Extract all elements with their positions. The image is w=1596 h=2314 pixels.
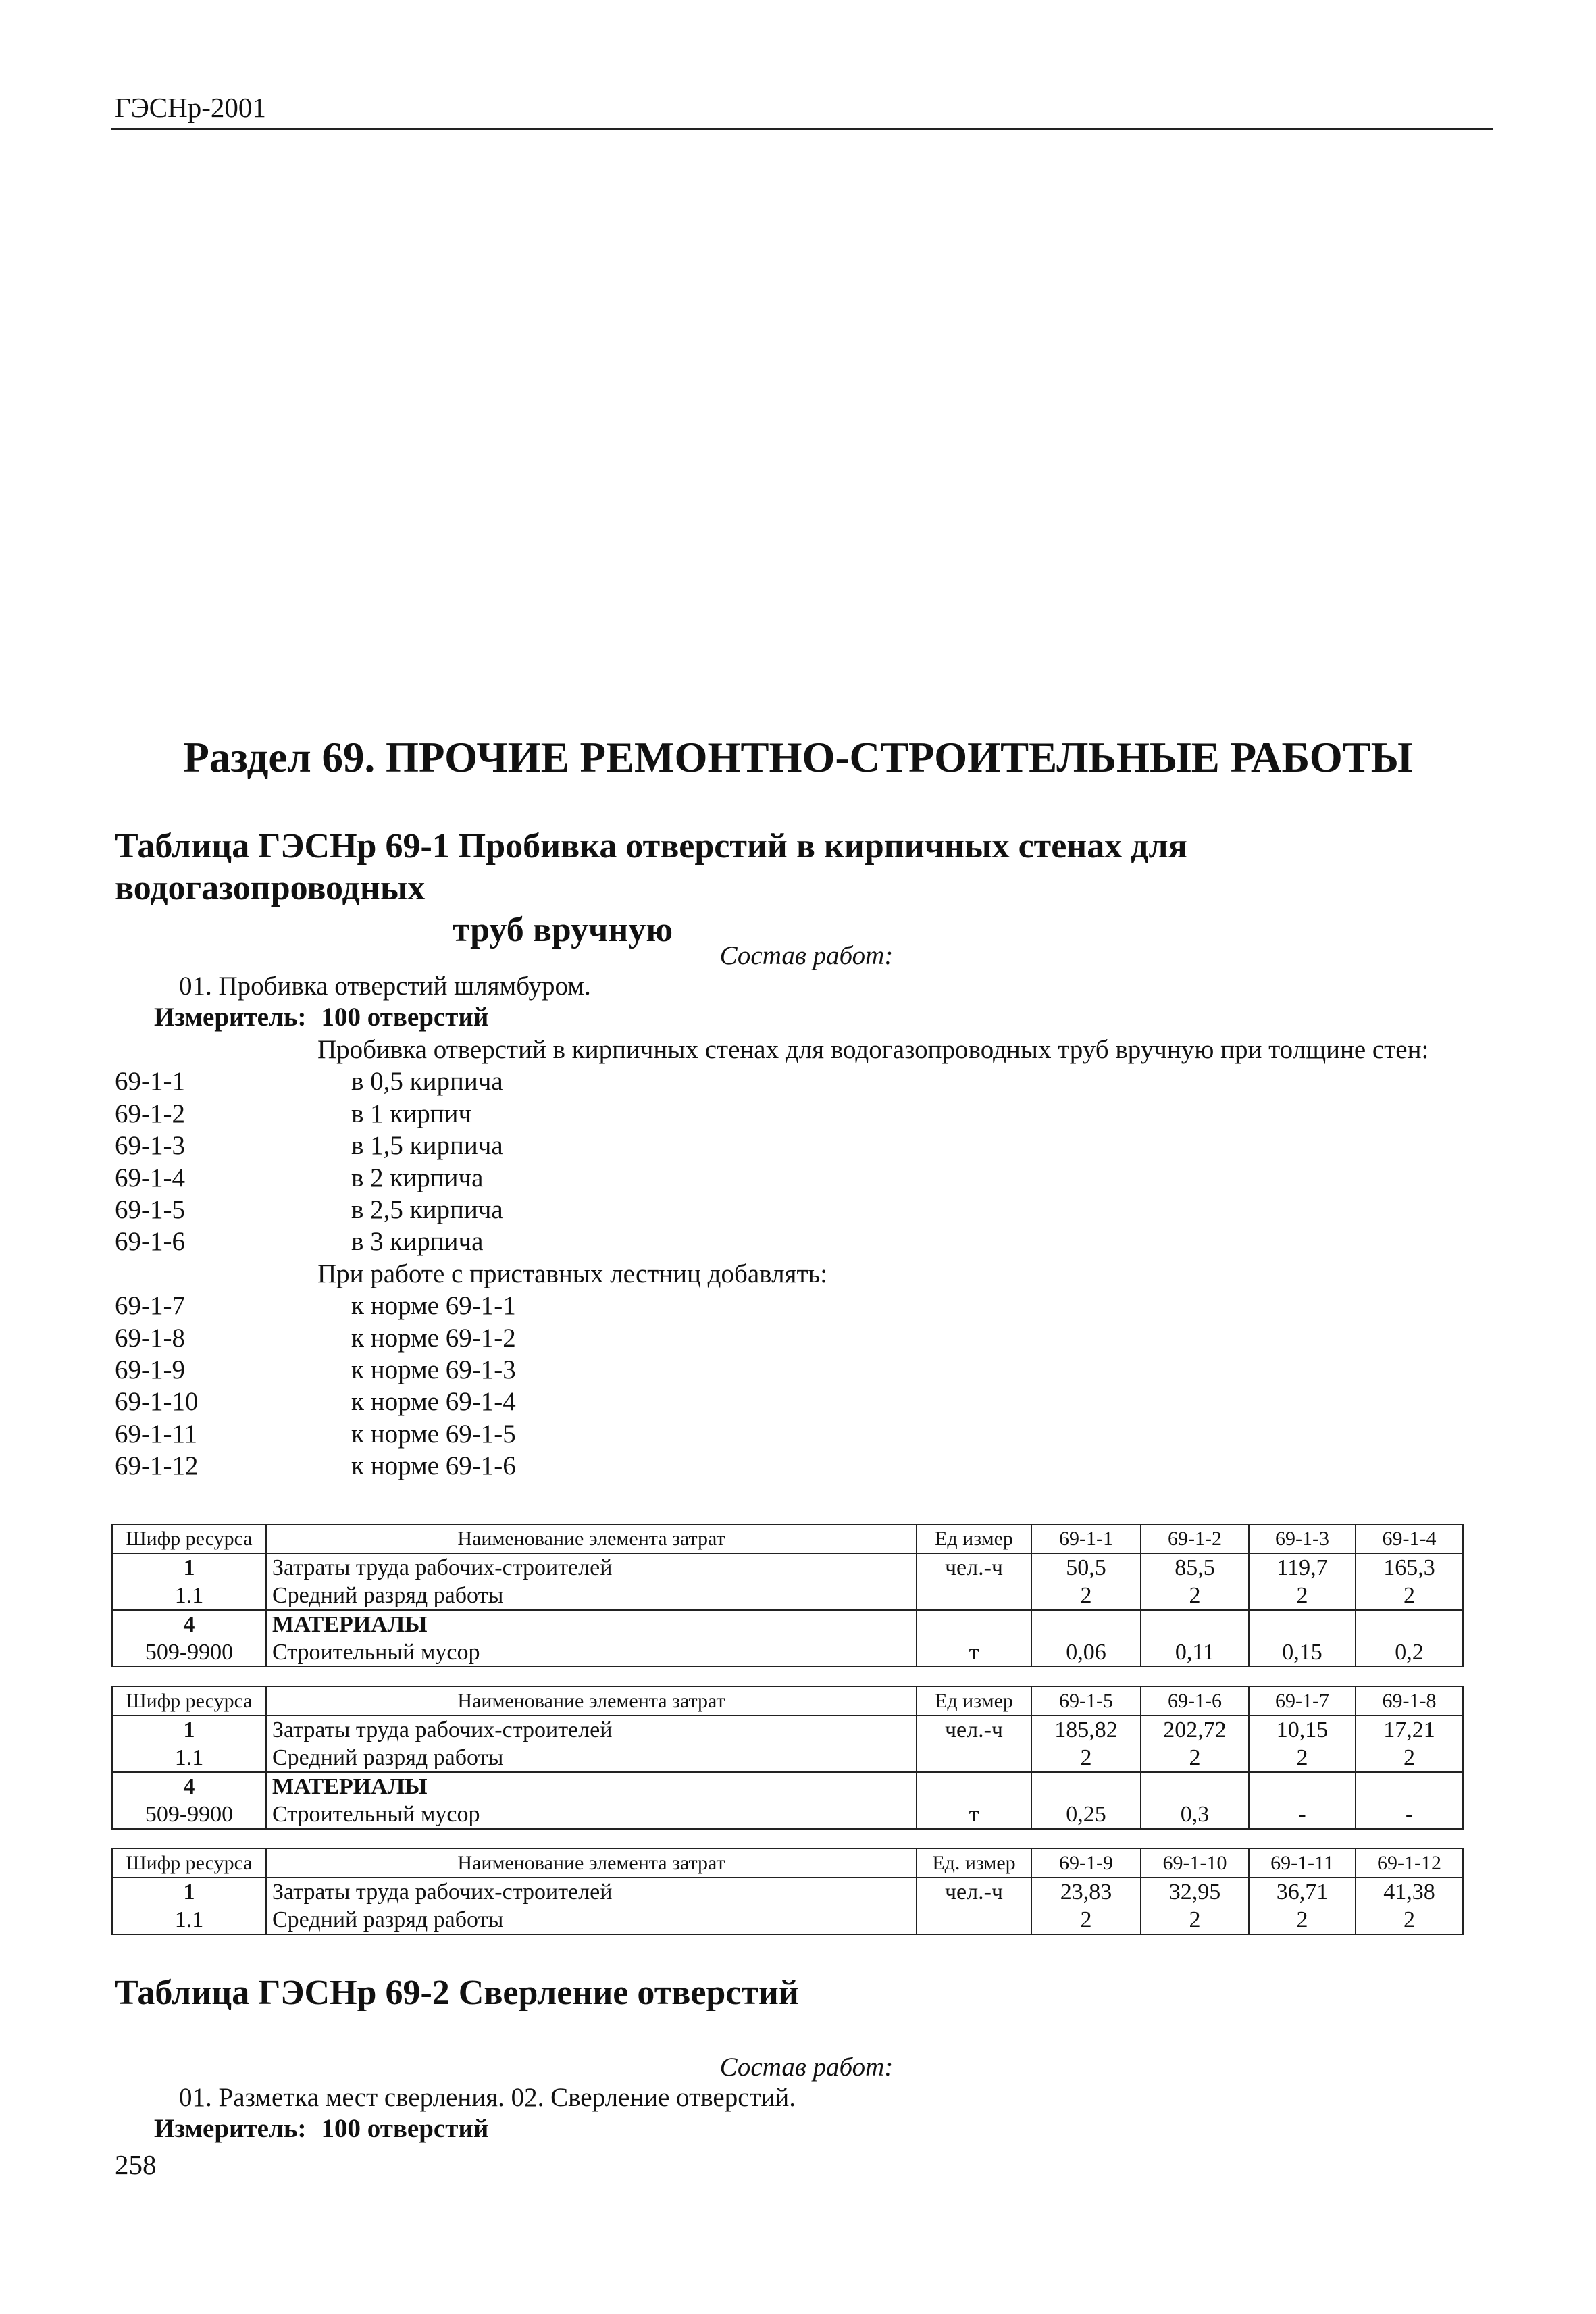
norms-list — [115, 1034, 1496, 1482]
cell — [1356, 1772, 1463, 1801]
cell — [1031, 1772, 1141, 1801]
cell: т — [917, 1638, 1031, 1667]
table-header-row — [112, 1848, 1463, 1878]
header-cell: 69-1-5 — [1031, 1686, 1141, 1715]
cell: 2 — [1141, 1582, 1249, 1610]
cell: 10,15 — [1249, 1715, 1356, 1744]
cell — [1249, 1772, 1356, 1801]
table-row — [112, 1638, 1463, 1667]
resource-table-b — [111, 1686, 1464, 1830]
header-cell: Наименование элемента затрат — [266, 1686, 917, 1715]
table1-title — [115, 826, 1479, 951]
resource-table-a — [111, 1524, 1464, 1667]
cell: 0,15 — [1249, 1638, 1356, 1667]
cell: Строительный мусор — [266, 1801, 917, 1829]
table1-title-line2: труб вручную — [453, 911, 673, 949]
resource-table-c — [111, 1848, 1464, 1935]
table-row — [112, 1553, 1463, 1582]
cell: 36,71 — [1249, 1878, 1356, 1906]
header-cell: 69-1-11 — [1249, 1848, 1356, 1878]
cell: 2 — [1249, 1906, 1356, 1934]
cell: Средний разряд работы — [266, 1906, 917, 1934]
cell: 1.1 — [112, 1744, 266, 1772]
norm-text: в 2,5 кирпича — [351, 1194, 503, 1224]
cell: 0,11 — [1141, 1638, 1249, 1667]
table1-title-line1: Таблица ГЭСНр 69-1 Пробивка отверстий в кирпичных стенах для водогазопроводных — [115, 827, 1187, 907]
cell: 1.1 — [112, 1582, 266, 1610]
table1-composition-label: Состав работ: — [719, 941, 894, 970]
norm-line — [115, 1322, 1496, 1354]
norm-code: 69-1-1 — [115, 1067, 185, 1097]
table-row — [112, 1878, 1463, 1906]
cell: 85,5 — [1141, 1553, 1249, 1582]
cell — [917, 1772, 1031, 1801]
cell: Средний разряд работы — [266, 1582, 917, 1610]
cell: 2 — [1031, 1744, 1141, 1772]
table-row — [112, 1906, 1463, 1934]
norm-code: 69-1-4 — [115, 1163, 185, 1192]
cell: 1 — [112, 1715, 266, 1744]
cell: МАТЕРИАЛЫ — [266, 1610, 917, 1638]
header-cell: Шифр ресурса — [112, 1524, 266, 1553]
table-row — [112, 1610, 1463, 1638]
cell: 17,21 — [1356, 1715, 1463, 1744]
cell: чел.-ч — [917, 1878, 1031, 1906]
norm-code: 69-1-11 — [115, 1419, 198, 1449]
header-cell: 69-1-6 — [1141, 1686, 1249, 1715]
cell — [1141, 1610, 1249, 1638]
cell: 185,82 — [1031, 1715, 1141, 1744]
cell: 2 — [1356, 1744, 1463, 1772]
cell: - — [1249, 1801, 1356, 1829]
cell: 2 — [1141, 1744, 1249, 1772]
cell: 0,25 — [1031, 1801, 1141, 1829]
cell — [1249, 1610, 1356, 1638]
cell: 2 — [1141, 1906, 1249, 1934]
norm-line — [115, 1418, 1496, 1450]
document-code: ГЭСНр-2001 — [115, 92, 266, 123]
norm-line — [115, 1290, 1496, 1322]
norm-code: 69-1-10 — [115, 1387, 199, 1417]
cell: 202,72 — [1141, 1715, 1249, 1744]
header-cell: 69-1-4 — [1356, 1524, 1463, 1553]
norm-text: в 1 кирпич — [351, 1099, 472, 1128]
cell: - — [1356, 1801, 1463, 1829]
cell: 1.1 — [112, 1906, 266, 1934]
header-cell: 69-1-1 — [1031, 1524, 1141, 1553]
cell: Затраты труда рабочих-строителей — [266, 1553, 917, 1582]
cell — [917, 1582, 1031, 1610]
cell: 41,38 — [1356, 1878, 1463, 1906]
cell: 0,06 — [1031, 1638, 1141, 1667]
page-number: 258 — [115, 2149, 157, 2180]
header-cell: 69-1-2 — [1141, 1524, 1249, 1553]
cell — [1141, 1772, 1249, 1801]
norm-code: 69-1-8 — [115, 1323, 185, 1353]
cell: 2 — [1249, 1744, 1356, 1772]
cell: 0,2 — [1356, 1638, 1463, 1667]
header-cell: Ед. измер — [917, 1848, 1031, 1878]
cell: 2 — [1249, 1582, 1356, 1610]
norm-line — [115, 1162, 1496, 1194]
header-cell: 69-1-9 — [1031, 1848, 1141, 1878]
norm-text: к норме 69-1-6 — [351, 1451, 516, 1481]
norm-text: к норме 69-1-3 — [351, 1355, 516, 1384]
norm-line — [115, 1065, 1496, 1097]
ladder-intro-line — [115, 1258, 1496, 1290]
norm-line — [115, 1098, 1496, 1130]
cell — [1031, 1610, 1141, 1638]
cell: чел.-ч — [917, 1715, 1031, 1744]
header-cell: 69-1-12 — [1356, 1848, 1463, 1878]
header-rule — [111, 128, 1493, 130]
cell: чел.-ч — [917, 1553, 1031, 1582]
cell: т — [917, 1801, 1031, 1829]
table-row — [112, 1801, 1463, 1829]
cell: 1 — [112, 1878, 266, 1906]
meter-value: 100 отверстий — [321, 1003, 489, 1032]
table-row — [112, 1582, 1463, 1610]
header-cell: 69-1-10 — [1141, 1848, 1249, 1878]
cell: 1 — [112, 1553, 266, 1582]
cell: 4 — [112, 1772, 266, 1801]
cell: Средний разряд работы — [266, 1744, 917, 1772]
cell: Затраты труда рабочих-строителей — [266, 1715, 917, 1744]
meter-label: Измеритель: — [154, 2114, 307, 2143]
header-cell: 69-1-8 — [1356, 1686, 1463, 1715]
norm-line — [115, 1130, 1496, 1161]
norm-line — [115, 1226, 1496, 1257]
norm-code: 69-1-12 — [115, 1451, 199, 1481]
cell: 2 — [1356, 1582, 1463, 1610]
table2-operations: 01. Разметка мест сверления. 02. Сверление отверстий. — [179, 2083, 796, 2112]
norm-code: 69-1-3 — [115, 1131, 185, 1161]
norms-intro: Пробивка отверстий в кирпичных стенах для водогазопроводных труб вручную при толщине стен: — [317, 1035, 1429, 1064]
norm-text: к норме 69-1-1 — [351, 1291, 516, 1321]
header-cell: Ед измер — [917, 1524, 1031, 1553]
norm-text: в 3 кирпича — [351, 1227, 484, 1257]
cell — [1356, 1610, 1463, 1638]
header-cell: Наименование элемента затрат — [266, 1848, 917, 1878]
header-cell: Ед измер — [917, 1686, 1031, 1715]
norm-text: к норме 69-1-2 — [351, 1323, 516, 1353]
header-cell: 69-1-3 — [1249, 1524, 1356, 1553]
cell: 2 — [1031, 1906, 1141, 1934]
norm-line — [115, 1194, 1496, 1226]
norm-code: 69-1-2 — [115, 1099, 185, 1128]
norm-text: в 1,5 кирпича — [351, 1131, 503, 1161]
section-title: Раздел 69. ПРОЧИЕ РЕМОНТНО-СТРОИТЕЛЬНЫЕ РАБОТЫ — [183, 734, 1413, 781]
cell: 4 — [112, 1610, 266, 1638]
table1-meter — [154, 1002, 488, 1032]
norm-text: в 2 кирпича — [351, 1163, 484, 1192]
cell — [917, 1906, 1031, 1934]
table-row — [112, 1772, 1463, 1801]
norm-text: в 0,5 кирпича — [351, 1067, 503, 1097]
header-cell: Шифр ресурса — [112, 1848, 266, 1878]
cell — [917, 1744, 1031, 1772]
table-header-row — [112, 1686, 1463, 1715]
table1-operations: 01. Пробивка отверстий шлямбуром. — [179, 972, 591, 1001]
header-cell: Шифр ресурса — [112, 1686, 266, 1715]
table-row — [112, 1715, 1463, 1744]
table2-title: Таблица ГЭСНр 69-2 Сверление отверстий — [115, 1973, 799, 2012]
norm-line — [115, 1354, 1496, 1386]
norm-code: 69-1-6 — [115, 1227, 185, 1257]
cell: 0,3 — [1141, 1801, 1249, 1829]
cell: 2 — [1031, 1582, 1141, 1610]
header-cell: Наименование элемента затрат — [266, 1524, 917, 1553]
table2-meter — [154, 2113, 488, 2144]
meter-value: 100 отверстий — [321, 2114, 489, 2143]
cell: Строительный мусор — [266, 1638, 917, 1667]
table-row — [112, 1744, 1463, 1772]
cell: 50,5 — [1031, 1553, 1141, 1582]
norm-code: 69-1-7 — [115, 1291, 185, 1321]
cell: 2 — [1356, 1906, 1463, 1934]
cell: Затраты труда рабочих-строителей — [266, 1878, 917, 1906]
table-header-row — [112, 1524, 1463, 1553]
norm-code: 69-1-5 — [115, 1194, 185, 1224]
norm-line — [115, 1450, 1496, 1482]
norm-text: к норме 69-1-5 — [351, 1419, 516, 1449]
norm-code: 69-1-9 — [115, 1355, 185, 1384]
cell: 32,95 — [1141, 1878, 1249, 1906]
norm-line — [115, 1386, 1496, 1417]
cell: 119,7 — [1249, 1553, 1356, 1582]
cell: 23,83 — [1031, 1878, 1141, 1906]
cell — [917, 1610, 1031, 1638]
norm-text: к норме 69-1-4 — [351, 1387, 516, 1417]
cell: 509-9900 — [112, 1801, 266, 1829]
header-cell: 69-1-7 — [1249, 1686, 1356, 1715]
cell: 509-9900 — [112, 1638, 266, 1667]
cell: МАТЕРИАЛЫ — [266, 1772, 917, 1801]
table2-composition-label: Состав работ: — [719, 2053, 894, 2082]
meter-label: Измеритель: — [154, 1003, 307, 1032]
ladder-intro: При работе с приставных лестниц добавлять: — [317, 1259, 828, 1288]
cell: 165,3 — [1356, 1553, 1463, 1582]
